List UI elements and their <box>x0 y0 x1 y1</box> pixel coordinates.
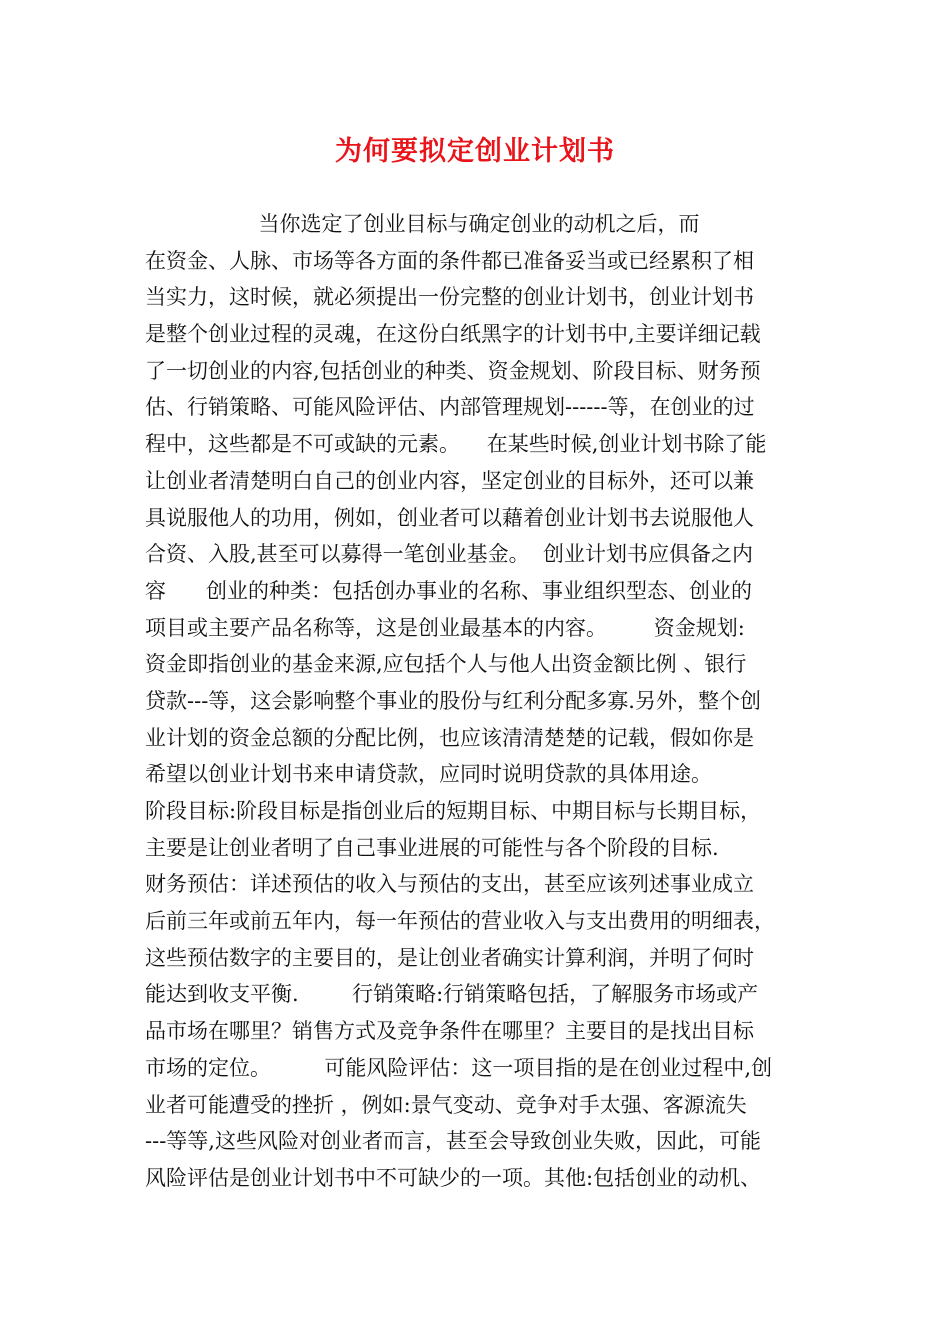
body-text-line: 业者可能遭受的挫折 ，例如:景气变动、竞争对手太强、客源流失 <box>145 1092 747 1117</box>
body-text-line: 市场的定位。 可能风险评估：这一项目指的是在创业过程中,创 <box>145 1055 773 1080</box>
body-text-line: 当你选定了创业目标与确定创业的动机之后，而 <box>145 212 700 236</box>
body-text-line: 估、行销策略、可能风险评估、内部管理规划------等，在创业的过 <box>145 395 755 420</box>
body-text-line: 能达到收支平衡. 行销策略:行销策略包括，了解服务市场或产 <box>145 982 759 1007</box>
body-text-line: 容 创业的种类：包括创办事业的名称、事业组织型态、创业的 <box>145 578 753 603</box>
body-text-line: ---等等,这些风险对创业者而言，甚至会导致创业失败，因此，可能 <box>145 1129 761 1154</box>
body-text-line: 业计划的资金总额的分配比例，也应该清清楚楚的记载，假如你是 <box>145 725 754 750</box>
body-text-line: 后前三年或前五年内，每一年预估的营业收入与支出费用的明细表， <box>145 909 775 934</box>
body-text-line: 主要是让创业者明了自己事业进展的可能性与各个阶段的目标. <box>145 835 719 860</box>
body-text-line: 资金即指创业的基金来源,应包括个人与他人出资金额比例 、银行 <box>145 652 747 677</box>
body-text-line: 项目或主要产品名称等，这是创业最基本的内容。 资金规划: <box>145 615 745 640</box>
document-title: 为何要拟定创业计划书 <box>335 136 615 167</box>
body-text-line: 当实力，这时候，就必须提出一份完整的创业计划书，创业计划书 <box>145 285 754 310</box>
body-text-line: 合资、入股,甚至可以募得一笔创业基金。 创业计划书应俱备之内 <box>145 542 754 567</box>
body-text-line: 是整个创业过程的灵魂，在这份白纸黑字的计划书中,主要详细记载 <box>145 322 761 347</box>
body-text-line: 品市场在哪里？销售方式及竞争条件在哪里？主要目的是找出目标 <box>145 1019 754 1044</box>
body-text-line: 风险评估是创业计划书中不可缺少的一项。其他:包括创业的动机、 <box>145 1165 762 1190</box>
body-text-line: 希望以创业计划书来申请贷款，应同时说明贷款的具体用途。 <box>145 762 712 787</box>
body-text-line: 了一切创业的内容,包括创业的种类、资金规划、阶段目标、财务预 <box>145 358 761 383</box>
document-body <box>145 206 815 1197</box>
body-text-line: 程中，这些都是不可或缺的元素。 在某些时候,创业计划书除了能 <box>145 432 767 457</box>
body-text-line: 在资金、人脉、市场等各方面的条件都已准备妥当或已经累积了相 <box>145 248 754 273</box>
body-text-line: 阶段目标:阶段目标是指创业后的短期目标、中期目标与长期目标， <box>145 799 762 823</box>
body-text-line: 让创业者清楚明白自己的创业内容，坚定创业的目标外，还可以兼 <box>145 468 754 493</box>
body-text-line: 这些预估数字的主要目的，是让创业者确实计算利润，并明了何时 <box>145 945 754 970</box>
body-text-line: 贷款---等，这会影响整个事业的股份与红利分配多寡.另外，整个创 <box>145 688 761 713</box>
body-text-line: 财务预估：详述预估的收入与预估的支出，甚至应该列述事业成立 <box>145 872 754 897</box>
body-text-line: 具说服他人的功用，例如，创业者可以藉着创业计划书去说服他人 <box>145 505 754 530</box>
